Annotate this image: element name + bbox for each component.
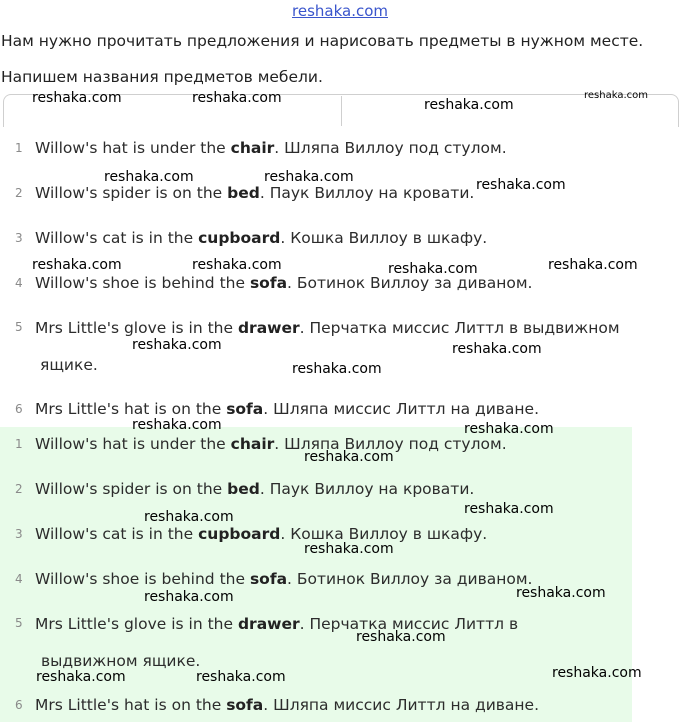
sentence-text: Willow's cat is in the cupboard. Кошка Виллоу в шкафу. bbox=[35, 229, 488, 247]
row-number: 2 bbox=[15, 186, 23, 200]
watermark: reshaka.com bbox=[144, 509, 234, 525]
row-number: 3 bbox=[15, 527, 23, 541]
watermark: reshaka.com bbox=[464, 501, 554, 517]
sentence-text: Mrs Little's glove is in the drawer. Перчатка миссис Литтл в выдвижном bbox=[35, 319, 620, 337]
sentence-text: Mrs Little's glove is in the drawer. Перчатка миссис Литтл в bbox=[35, 615, 519, 633]
watermark: reshaka.com bbox=[304, 541, 394, 557]
sentence-text: Willow's cat is in the cupboard. Кошка Виллоу в шкафу. bbox=[35, 525, 488, 543]
keyword: drawer bbox=[237, 319, 300, 337]
sentence-text: Willow's shoe is behind the sofa. Ботинок Виллоу за диваном. bbox=[35, 274, 533, 292]
watermark: reshaka.com bbox=[584, 90, 648, 101]
watermark: reshaka.com bbox=[144, 589, 234, 605]
watermark: reshaka.com bbox=[32, 90, 122, 106]
sentence-text: Willow's shoe is behind the sofa. Ботинок Виллоу за диваном. bbox=[35, 570, 533, 588]
table-divider bbox=[341, 96, 342, 126]
row-number: 6 bbox=[15, 402, 23, 416]
sentence-continuation: ящике. bbox=[40, 356, 98, 374]
watermark: reshaka.com bbox=[424, 97, 514, 113]
watermark: reshaka.com bbox=[356, 629, 446, 645]
keyword: chair bbox=[230, 139, 275, 157]
keyword: sofa bbox=[249, 274, 288, 292]
keyword: cupboard bbox=[198, 525, 281, 543]
watermark: reshaka.com bbox=[104, 169, 194, 185]
row-number: 5 bbox=[15, 616, 23, 630]
row-number: 2 bbox=[15, 482, 23, 496]
keyword: sofa bbox=[226, 696, 264, 714]
watermark: reshaka.com bbox=[292, 361, 382, 377]
intro-line-2: Напишем названия предметов мебели. bbox=[1, 68, 323, 86]
sentence-text: Willow's hat is under the chair. Шляпа Виллоу под стулом. bbox=[35, 139, 507, 157]
watermark: reshaka.com bbox=[552, 665, 642, 681]
watermark: reshaka.com bbox=[516, 585, 606, 601]
watermark: reshaka.com bbox=[196, 669, 286, 685]
sentence-text: Mrs Little's hat is on the sofa. Шляпа миссис Литтл на диване. bbox=[35, 696, 540, 714]
watermark: reshaka.com bbox=[388, 261, 478, 277]
watermark: reshaka.com bbox=[264, 169, 354, 185]
keyword: chair bbox=[230, 435, 275, 453]
keyword: sofa bbox=[226, 400, 264, 418]
watermark: reshaka.com bbox=[32, 257, 122, 273]
watermark: reshaka.com bbox=[192, 257, 282, 273]
sentence-continuation: выдвижном ящике. bbox=[41, 652, 201, 670]
watermark: reshaka.com bbox=[36, 669, 126, 685]
sentence-text: Mrs Little's hat is on the sofa. Шляпа миссис Литтл на диване. bbox=[35, 400, 540, 418]
keyword: sofa bbox=[249, 570, 288, 588]
keyword: bed bbox=[227, 184, 260, 202]
watermark: reshaka.com bbox=[304, 449, 394, 465]
watermark: reshaka.com bbox=[548, 257, 638, 273]
row-number: 1 bbox=[15, 437, 23, 451]
sentence-text: Willow's hat is under the chair. Шляпа Виллоу под стулом. bbox=[35, 435, 507, 453]
sentence-text: Willow's spider is on the bed. Паук Виллоу на кровати. bbox=[35, 480, 475, 498]
row-number: 6 bbox=[15, 698, 23, 712]
watermark: reshaka.com bbox=[132, 337, 222, 353]
keyword: cupboard bbox=[198, 229, 281, 247]
watermark: reshaka.com bbox=[192, 90, 282, 106]
row-number: 4 bbox=[15, 276, 23, 290]
sentence-text: Willow's spider is on the bed. Паук Виллоу на кровати. bbox=[35, 184, 475, 202]
watermark: reshaka.com bbox=[476, 177, 566, 193]
row-number: 4 bbox=[15, 572, 23, 586]
watermark: reshaka.com bbox=[132, 417, 222, 433]
watermark: reshaka.com bbox=[452, 341, 542, 357]
intro-line-1: Нам нужно прочитать предложения и нарисовать предметы в нужном месте. bbox=[1, 32, 644, 50]
watermark: reshaka.com bbox=[464, 421, 554, 437]
row-number: 5 bbox=[15, 320, 23, 334]
site-link[interactable]: reshaka.com bbox=[292, 2, 388, 20]
keyword: bed bbox=[227, 480, 260, 498]
keyword: drawer bbox=[237, 615, 300, 633]
row-number: 1 bbox=[15, 141, 23, 155]
row-number: 3 bbox=[15, 231, 23, 245]
